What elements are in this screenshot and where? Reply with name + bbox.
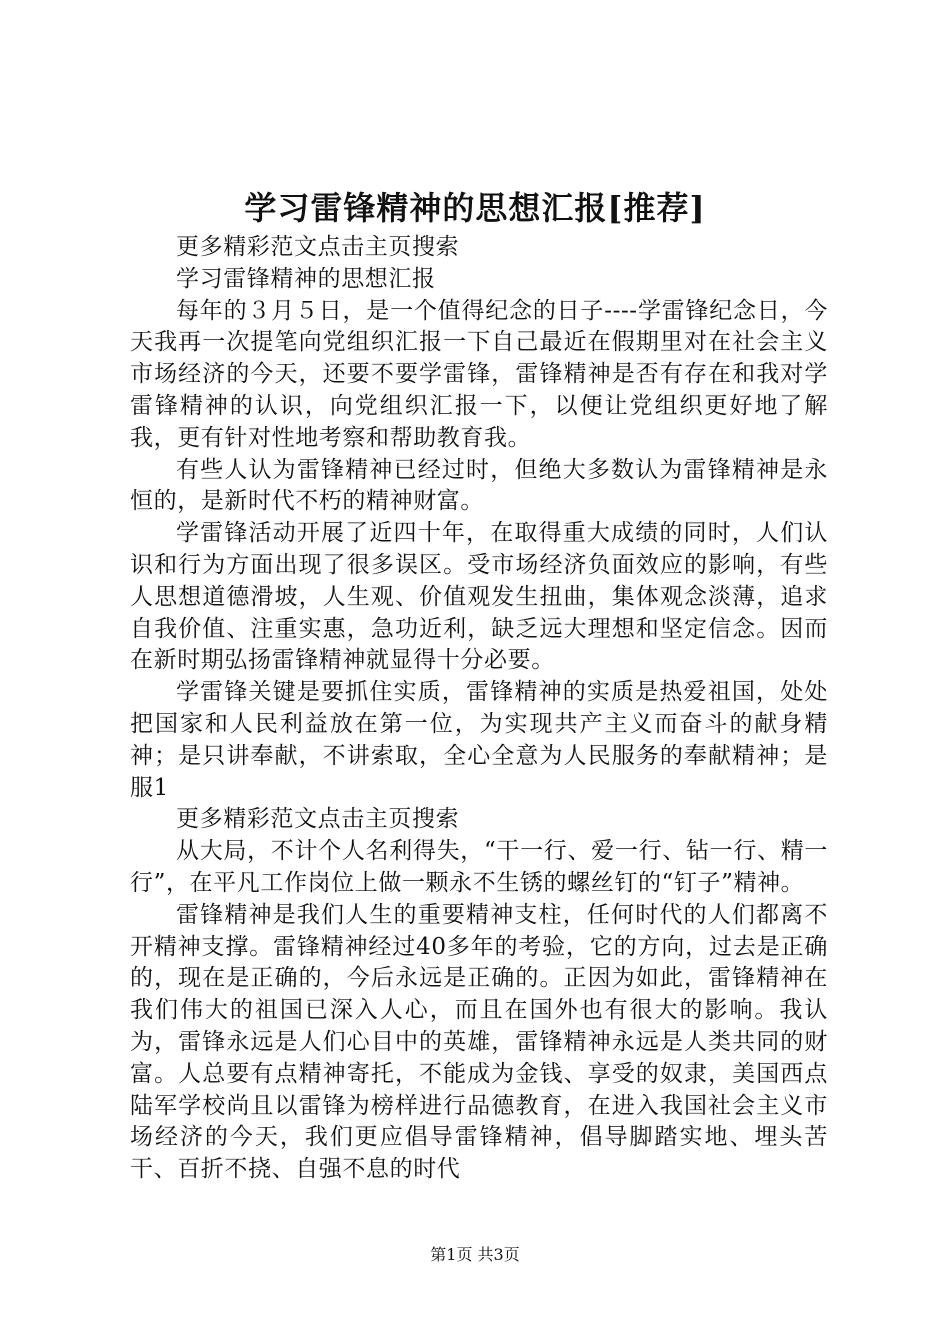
document-body (130, 232, 828, 1186)
document-title: 学习雷锋精神的思想汇报[推荐] (244, 189, 706, 227)
paragraph: 从大局，不计个人名利得失，“干一行、爱一行、钻一行、精一行”，在平凡工作岗位上做一颗永不生锈的螺丝钉的“钉子”精神。 (130, 838, 828, 896)
promo-line: 更多精彩范文点击主页搜索 (176, 806, 460, 833)
paragraph: 每年的３月５日，是一个值得纪念的日子----学雷锋纪念日，今天我再一次提笔向党组织汇报一下自己最近在假期里对在社会主义市场经济的今天，还要不要学雷锋，雷锋精神是否有存在和我对学雷锋精神的认识，向党组织汇报一下，以便让党组织更好地了解我，更有针对性地考察和帮助教育我。 (130, 297, 828, 451)
paragraph: 有些人认为雷锋精神已经过时，但绝大多数认为雷锋精神是永恒的，是新时代不朽的精神财富。 (130, 456, 828, 515)
subtitle-line: 学习雷锋精神的思想汇报 (176, 265, 436, 292)
paragraph: 雷锋精神是我们人生的重要精神支柱，任何时代的人们都离不开精神支撑。雷锋精神经过40多年的考验，它的方向，过去是正确的，现在是正确的，今后永远是正确的。正因为如此，雷锋精神在我们伟大的祖国已深入人心，而且在国外也有很大的影响。我认为，雷锋永远是人们心目中的英雄，雷锋精神永远是人类共同的财富。人总要有点精神寄托，不能成为金钱、享受的奴隶，美国西点陆军学校尚且以雷锋为榜样进行品德教育，在进入我国社会主义市场经济的今天，我们更应倡导雷锋精神，倡导脚踏实地、埋头苦干、百折不挠、自强不息的时代 (130, 901, 828, 1183)
paragraph: 学雷锋活动开展了近四十年，在取得重大成绩的同时，人们认识和行为方面出现了很多误区。受市场经济负面效应的影响，有些人思想道德滑坡，人生观、价值观发生扭曲，集体观念淡薄，追求自我价值、注重实惠，急功近利，缺乏远大理想和坚定信念。因而在新时期弘扬雷锋精神就显得十分必要。 (130, 520, 828, 674)
paragraph: 学雷锋关键是要抓住实质，雷锋精神的实质是热爱祖国，处处把国家和人民利益放在第一位，为实现共产主义而奋斗的献身精神；是只讲奉献，不讲索取，全心全意为人民服务的奉献精神；是服1 (130, 679, 828, 801)
page-footer: 第1页 共3页 (430, 1245, 520, 1264)
promo-line: 更多精彩范文点击主页搜索 (176, 234, 460, 260)
